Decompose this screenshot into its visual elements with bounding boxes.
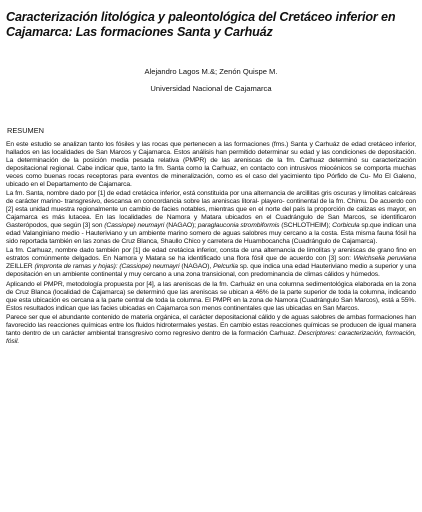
text-run: Aplicando el PMPR, metodología propuesta por [4], a las areniscas de la fm. Carhuáz en una columna sedimentológica elaborada en la zona de Cruz Blanca (localidad de Cajamarca) se determinó que las areniscas se ubican a 46% de la parte superior de toda la columna, indicando que esta ubicación es cercana a la parte central de toda la columna. El PMPR en la zona de Namora (Cuadrángulo San Marcos), está a 55%. Estos resultados indican que las facies ubicadas en Cajamarca son menos continentales que las ubicadas en San Marcos. [6,280,416,312]
italic-text-run: (Cassiope) neumayri [104,222,165,230]
text-run: La fm. Carhuaz, nombre dado también por [1] de edad cretácica inferior, consta de una alternancia de limolitas y areniscas de grano fino en estratos comúnmente delgados. En Namora y Matara se ha identificado una flora fósil que de acuerdo con [3] son: [6,247,416,263]
affiliation: Universidad Nacional de Cajamarca [150,84,272,93]
text-run: En este estudio se analizan tanto los fósiles y las rocas que pertenecen a las formaciones (fms.) Santa y Carhuáz de edad cretáceo inferior, hallados en las localidades de San Marcos y Cajamarca. Estos análisis han permitido determinar su edad y las condiciones de depositación. La determinación de la posición media pesada relativa (PMPR) de las areniscas de la fm. Carhuaz determinó su caracterización depositacional regional. Cabe indicar que, tanto la fm. Santa como la Carhuaz, en contacto con intrusivos miocénicos se comporta muchas veces como buenas rocas receptoras para eventos de mineralización, como es el caso del yacimiento tipo Pórfido de Cu- Mo El Galeno, ubicado en el Departamento de Cajamarca. [6,141,416,188]
text-run: (NAGAO), [179,263,214,271]
paper-title: Caracterización litológica y paleontológica del Cretáceo inferior en Cajamarca: Las formaciones Santa y Carhuáz [6,10,396,39]
italic-text-run: Descriptores: caracterización, formación, fósil. [6,329,416,345]
author-list: Alejandro Lagos M.&; Zenón Quispe M. [144,67,278,76]
text-run: (NAGAO); [164,222,198,230]
abstract-paragraph [6,247,416,279]
italic-text-run: paraglauconia strombiformis [197,222,280,230]
text-run: Parece ser que el abundante contenido de materia orgánica, el carácter depositacional cálido y de aguas salobres de ambas formaciones han favorecido las reacciones químicas entre los fluidos hidrotermales yestas. En cambio estas reacciones químicas se producen de igual manera tanto dentro de un carácter ambiental transgresivo como regresivo dentro de la formación Carhuaz. [6,314,416,337]
italic-text-run: (impronta de ramas y hojas): (Cassiope) neumayri [34,263,180,271]
text-run: sp.que indican una edad Valanginiano medio - Hauteriviano y un ambiente marino somero de aguas salobres muy cercano a la costa. Esta misma fauna fósil ha sido reportada también en las zonas de Cruz Blanca, Shaullo Chico y carretera de Huambocancha (Cuadrángulo de Cajamarca). [6,222,417,245]
abstract-body [6,141,416,347]
text-run: sp. que indica una edad Hauteriviano medio a superior y una depositación en un ambiente continental y muy cercano a una zona transicional, con predominancia de climas cálidos y húmedos. [6,263,416,279]
abstract-paragraph [6,141,416,189]
italic-text-run: Weichselia peruviana [353,255,416,263]
abstract-paragraph [6,190,416,246]
abstract-paragraph [6,314,416,346]
text-run: ZEILLER [6,263,35,271]
italic-text-run: Corbicula [332,222,360,230]
italic-text-run: Pelcurlia [213,263,238,271]
text-run: (SCHLOTHEIM); [279,222,333,230]
abstract-paragraph [6,281,416,313]
section-heading: RESUMEN [7,126,44,135]
text-run: La fm. Santa, nombre dado por [1] de edad cretácica inferior, está constituida por una alternancia de arcillitas gris oscuras y limolitas calcáreas de carácter marino- transgresivo, descansa en concordancia sobre las areniscas litoral- playero- continental de la fm. Chimu. De acuerdo con [2] esta unidad muestra regionalmente un cambio de facies notables, mientras que en el norte del país la proporción de calizas es mayor, en Cajamarca es más lutacea. En las localidades de Namora y Matara ubicados en el Cuadrángulo de San Marcos, se identificaron Gasterópodos, que según [3] son [6,190,416,230]
